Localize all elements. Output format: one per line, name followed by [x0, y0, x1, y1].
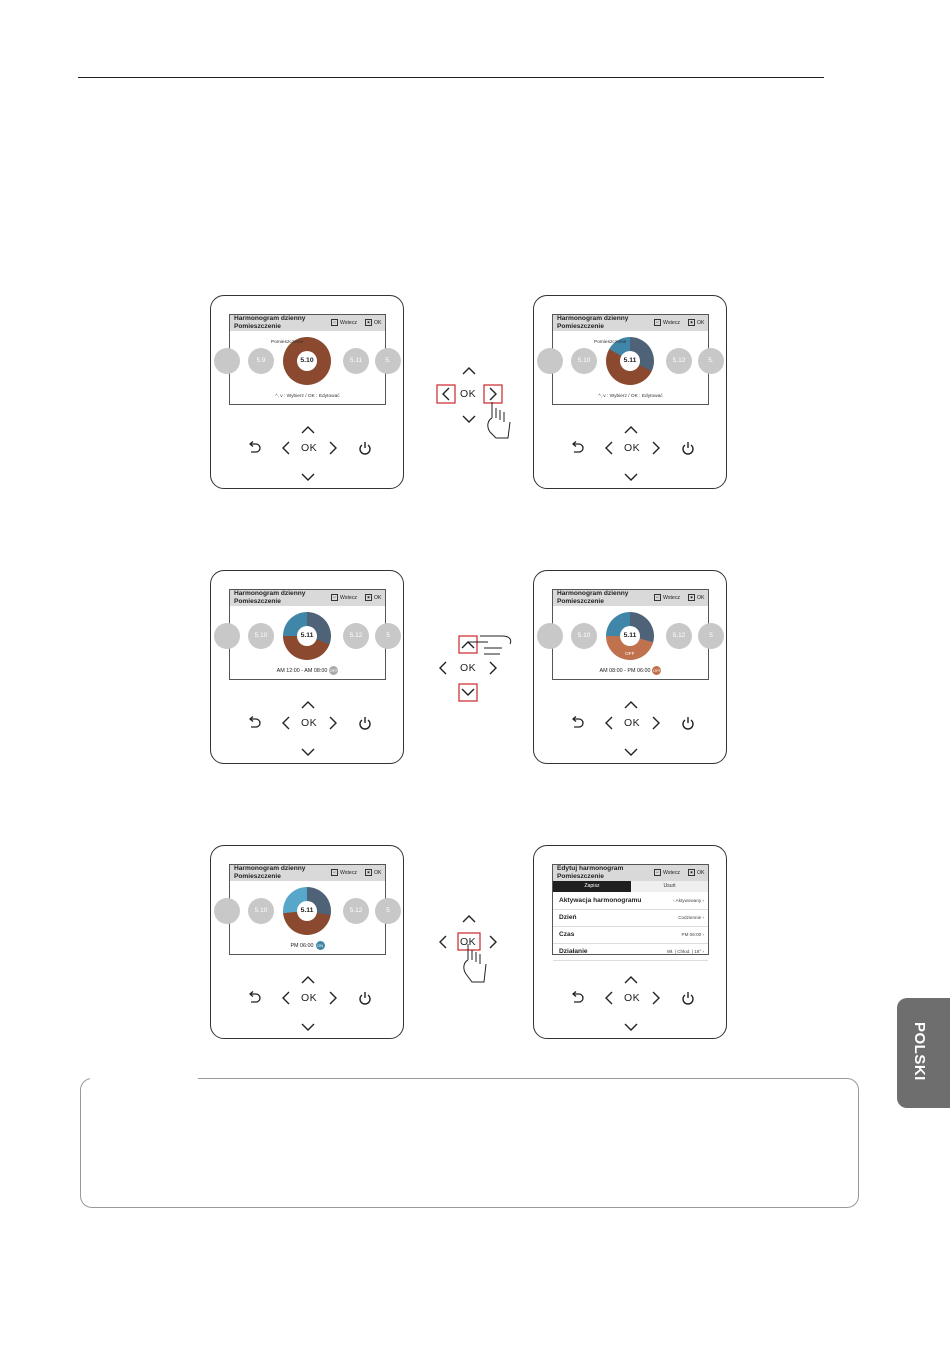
- back-icon: ↩: [654, 319, 661, 326]
- row-key: Czas: [559, 931, 575, 938]
- left-button[interactable]: [281, 441, 290, 460]
- schedule-donut: [283, 612, 331, 660]
- ok-icon: ▣: [365, 869, 372, 876]
- power-button[interactable]: [681, 441, 695, 460]
- screen-title: Harmonogram dzienny Pomieszczenie: [234, 590, 306, 605]
- status-dot: OFF: [329, 668, 338, 673]
- ok-button[interactable]: OK: [301, 442, 318, 454]
- left-button[interactable]: [604, 991, 613, 1010]
- up-button[interactable]: [624, 421, 638, 439]
- back-label: ↩ Wstecz: [331, 594, 357, 601]
- navigation-hint-3: [432, 908, 512, 988]
- power-button[interactable]: [358, 441, 372, 460]
- back-button[interactable]: [247, 991, 259, 1010]
- left-button[interactable]: [604, 441, 613, 460]
- back-icon: ↩: [331, 319, 338, 326]
- date-bubble: 5.12: [343, 898, 369, 924]
- menu-row-action[interactable]: [553, 944, 708, 961]
- screen-title: Edytuj harmonogram Pomieszczenie: [557, 865, 624, 880]
- time-range: AM 12:00 - AM 08:00 OFF: [276, 667, 338, 674]
- up-button[interactable]: [624, 696, 638, 714]
- back-icon: ↩: [331, 869, 338, 876]
- ok-button[interactable]: OK: [301, 717, 318, 729]
- date-bubble: 5.10: [248, 898, 274, 924]
- ok-icon: ▣: [688, 594, 695, 601]
- time-range: PM 06:00 ON: [290, 942, 324, 949]
- right-button[interactable]: [652, 716, 661, 735]
- ok-label: ▣ OK: [365, 869, 382, 876]
- date-bubble: 5.12: [343, 623, 369, 649]
- keypad-hint-3: [432, 908, 512, 988]
- left-button[interactable]: [604, 716, 613, 735]
- back-icon: ↩: [654, 594, 661, 601]
- screen-header: [553, 865, 708, 881]
- power-button[interactable]: [358, 716, 372, 735]
- date-bubble: [537, 623, 563, 649]
- date-bubble: 5: [698, 623, 724, 649]
- ok-label: ▣ OK: [688, 594, 705, 601]
- hint-text: ^, v : Wybierz / OK : Edytować: [275, 394, 340, 399]
- ok-icon: ▣: [365, 319, 372, 326]
- back-label: ↩ Wstecz: [654, 319, 680, 326]
- power-button[interactable]: [358, 991, 372, 1010]
- hint-text: ^, v : Wybierz / OK : Edytować: [598, 394, 663, 399]
- donut-date: 5.11: [620, 626, 640, 646]
- up-button[interactable]: [301, 971, 315, 989]
- tab-save[interactable]: Zapisz: [553, 881, 631, 892]
- ok-button[interactable]: OK: [624, 992, 641, 1004]
- row-key: Aktywacja harmonogramu: [559, 897, 642, 904]
- ok-hint-label: OK: [460, 662, 477, 674]
- row-key: Działanie: [559, 948, 588, 955]
- power-button[interactable]: [681, 716, 695, 735]
- segment-label: OFF: [625, 652, 635, 657]
- ok-button[interactable]: OK: [624, 717, 641, 729]
- right-button[interactable]: [652, 991, 661, 1010]
- ok-button[interactable]: OK: [301, 992, 318, 1004]
- left-button[interactable]: [281, 991, 290, 1010]
- room-label: Pomieszczenie: [594, 340, 627, 345]
- date-bubble: [214, 898, 240, 924]
- back-label: ↩ Wstecz: [654, 869, 680, 876]
- ok-hint-label: OK: [460, 936, 477, 948]
- menu-row-time[interactable]: [553, 927, 708, 944]
- navigation-hint-2: [432, 628, 512, 708]
- back-button[interactable]: [247, 441, 259, 460]
- back-label: ↩ Wstecz: [654, 594, 680, 601]
- row-value: Wł. | Chłod. | 18° ›: [666, 949, 704, 954]
- ok-button[interactable]: OK: [624, 442, 641, 454]
- menu-row-day[interactable]: [553, 910, 708, 927]
- date-bubble: 5.10: [571, 623, 597, 649]
- controller-screen: [229, 589, 390, 680]
- ok-icon: ▣: [688, 319, 695, 326]
- screen-header: [230, 315, 385, 331]
- time-range: AM 08:00 - PM 06:00 OFF: [599, 667, 661, 674]
- left-button[interactable]: [281, 716, 290, 735]
- ok-icon: ▣: [688, 869, 695, 876]
- donut-date: 5.11: [620, 351, 640, 371]
- status-dot: OFF: [652, 668, 661, 673]
- row-value: ‹ Aktywowany ›: [673, 898, 704, 903]
- controller-panel-6: [533, 845, 727, 1039]
- edit-schedule-screen: [552, 864, 709, 955]
- down-button[interactable]: [301, 744, 315, 762]
- row-key: Dzień: [559, 914, 577, 921]
- date-bubble: 5.10: [248, 623, 274, 649]
- screen-title: Harmonogram dzienny Pomieszczenie: [234, 315, 306, 330]
- date-bubble: 5.10: [571, 348, 597, 374]
- down-button[interactable]: [624, 1019, 638, 1037]
- date-bubble: 5.9: [248, 348, 274, 374]
- date-bubble: [537, 348, 563, 374]
- back-icon: ↩: [331, 594, 338, 601]
- donut-date: 5.11: [297, 901, 317, 921]
- tab-delete[interactable]: Usuń: [631, 881, 708, 892]
- note-box-gap: [90, 1074, 198, 1082]
- room-label: Pomieszczenie: [271, 340, 304, 345]
- screen-title: Harmonogram dzienny Pomieszczenie: [557, 315, 629, 330]
- edit-tabs: [553, 881, 708, 892]
- date-bubble: [214, 348, 240, 374]
- note-box: [80, 1078, 859, 1208]
- back-label: ↩ Wstecz: [331, 869, 357, 876]
- date-bubble: 5: [375, 623, 401, 649]
- screen-header: [230, 590, 385, 606]
- controller-screen: [229, 314, 391, 405]
- ok-label: ▣ OK: [688, 319, 705, 326]
- controller-screen: [229, 864, 390, 955]
- ok-label: ▣ OK: [365, 594, 382, 601]
- ok-label: ▣ OK: [365, 319, 382, 326]
- row-value: PM 06:00 ›: [681, 932, 704, 937]
- date-bubble: 5.: [375, 348, 401, 374]
- controller-panel-1: [210, 295, 404, 489]
- down-button[interactable]: [301, 469, 315, 487]
- screen-header: [553, 590, 708, 606]
- date-bubble: [214, 623, 240, 649]
- up-button[interactable]: [624, 971, 638, 989]
- date-bubble: 5: [375, 898, 401, 924]
- down-button[interactable]: [624, 744, 638, 762]
- donut-date: 5.11: [297, 626, 317, 646]
- up-button[interactable]: [301, 421, 315, 439]
- controller-screen: [552, 589, 713, 680]
- controller-panel-2: [533, 295, 727, 489]
- right-button[interactable]: [329, 991, 338, 1010]
- date-bubble: 5.12: [666, 623, 692, 649]
- language-side-tab: [897, 998, 950, 1108]
- back-button[interactable]: [570, 716, 582, 735]
- right-button[interactable]: [652, 441, 661, 460]
- donut-date: 5.10: [297, 351, 317, 371]
- controller-panel-3: [210, 570, 404, 764]
- keypad-hint-1: [432, 360, 512, 440]
- up-button[interactable]: [301, 696, 315, 714]
- right-button[interactable]: [329, 716, 338, 735]
- back-icon: ↩: [654, 869, 661, 876]
- language-label: POLSKI: [911, 1022, 928, 1081]
- down-button[interactable]: [301, 1019, 315, 1037]
- ok-hint-label: OK: [460, 388, 477, 400]
- screen-header: [553, 315, 708, 331]
- date-bubble: 5.11: [343, 348, 369, 374]
- controller-panel-4: [533, 570, 727, 764]
- date-bubble: 5.: [698, 348, 724, 374]
- navigation-hint-1: [432, 360, 512, 440]
- schedule-donut: [283, 887, 331, 935]
- ok-label: ▣ OK: [688, 869, 705, 876]
- down-button[interactable]: [624, 469, 638, 487]
- top-rule: [78, 77, 824, 78]
- screen-title: Harmonogram dzienny Pomieszczenie: [557, 590, 629, 605]
- screen-title: Harmonogram dzienny Pomieszczenie: [234, 865, 306, 880]
- row-value: Codziennie ›: [678, 915, 704, 920]
- menu-row-activation[interactable]: [553, 893, 708, 910]
- back-button[interactable]: [247, 716, 259, 735]
- back-label: ↩ Wstecz: [331, 319, 357, 326]
- back-button[interactable]: [570, 991, 582, 1010]
- controller-panel-5: [210, 845, 404, 1039]
- screen-header: [230, 865, 385, 881]
- back-button[interactable]: [570, 441, 582, 460]
- power-button[interactable]: [681, 991, 695, 1010]
- ok-icon: ▣: [365, 594, 372, 601]
- status-dot: ON: [317, 943, 324, 948]
- date-bubble: 5.12: [666, 348, 692, 374]
- controller-screen: [552, 314, 714, 405]
- right-button[interactable]: [329, 441, 338, 460]
